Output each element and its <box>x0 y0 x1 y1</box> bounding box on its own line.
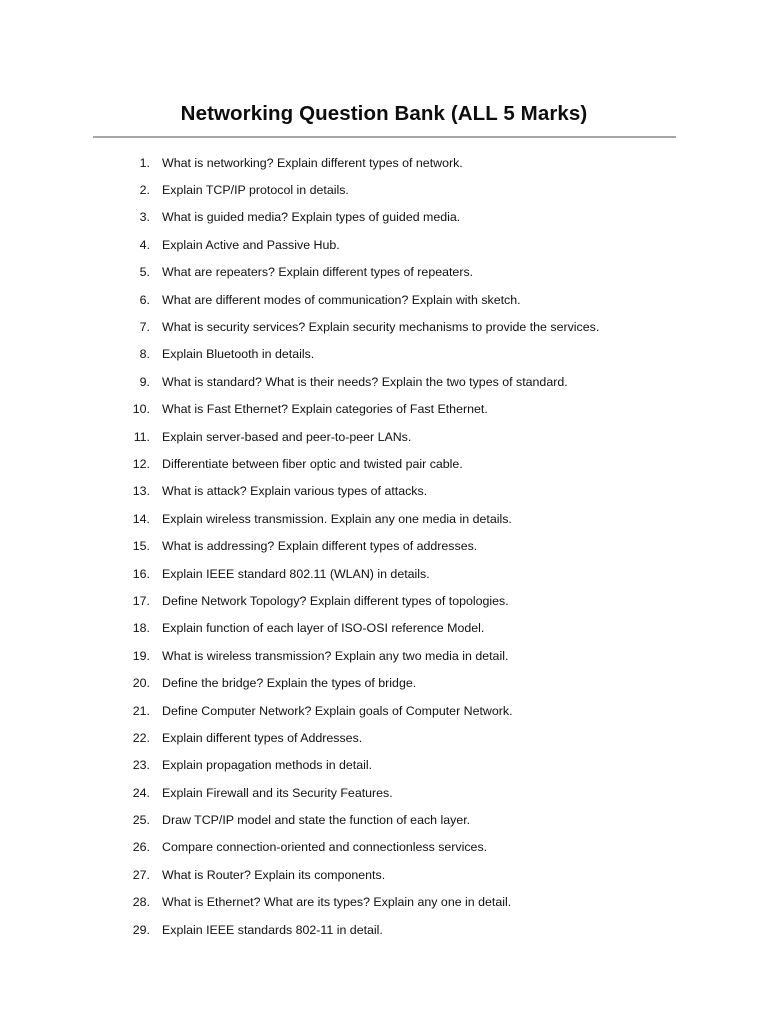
question-number: 10. <box>132 402 150 417</box>
question-text: Differentiate between fiber optic and twisted pair cable. <box>162 456 463 471</box>
question-text: What is guided media? Explain types of guided media. <box>162 210 461 225</box>
question-number: 13. <box>132 484 150 499</box>
question-item <box>120 396 680 423</box>
question-text: Explain TCP/IP protocol in details. <box>162 183 349 198</box>
question-text: Explain different types of Addresses. <box>162 730 363 745</box>
question-number: 19. <box>132 648 150 663</box>
question-number: 18. <box>132 621 150 636</box>
question-item <box>120 450 680 477</box>
question-number: 23. <box>132 758 150 773</box>
question-number: 15. <box>132 539 150 554</box>
question-text: Explain IEEE standards 802-11 in detail. <box>162 922 383 937</box>
question-number: 6. <box>139 292 150 307</box>
question-item <box>120 505 680 532</box>
question-item <box>120 642 680 669</box>
question-text: Define Network Topology? Explain different types of topologies. <box>162 593 509 608</box>
question-item <box>120 697 680 724</box>
question-item <box>120 313 680 340</box>
question-text: What are different modes of communication? Explain with sketch. <box>162 292 521 307</box>
question-text: Explain propagation methods in detail. <box>162 758 373 773</box>
question-item <box>120 286 680 313</box>
question-item <box>120 889 680 916</box>
question-item <box>120 669 680 696</box>
question-item <box>120 532 680 559</box>
question-number: 24. <box>132 785 150 800</box>
question-text: Define the bridge? Explain the types of bridge. <box>162 676 417 691</box>
question-item <box>120 724 680 751</box>
question-number: 14. <box>132 511 150 526</box>
question-text: Explain Firewall and its Security Features. <box>162 785 393 800</box>
question-item <box>120 615 680 642</box>
question-text: Draw TCP/IP model and state the function of each layer. <box>162 813 471 828</box>
question-number: 17. <box>132 593 150 608</box>
question-text: What is networking? Explain different types of network. <box>162 155 463 170</box>
question-item <box>120 861 680 888</box>
question-item <box>120 916 680 943</box>
question-number: 12. <box>132 456 150 471</box>
question-number: 11. <box>133 429 150 444</box>
question-text: What are repeaters? Explain different types of repeaters. <box>162 265 474 280</box>
document-title: Networking Question Bank (ALL 5 Marks) <box>180 101 588 125</box>
question-item <box>120 779 680 806</box>
question-item <box>120 834 680 861</box>
question-text: What is security services? Explain security mechanisms to provide the services. <box>162 320 600 335</box>
question-text: Compare connection-oriented and connectionless services. <box>162 840 488 855</box>
question-number: 20. <box>132 676 150 691</box>
question-item <box>120 423 680 450</box>
question-number: 25. <box>132 813 150 828</box>
question-item <box>120 231 680 258</box>
question-item <box>120 204 680 231</box>
question-number: 26. <box>132 840 150 855</box>
question-item <box>120 368 680 395</box>
question-number: 29. <box>132 922 150 937</box>
question-item <box>120 176 680 203</box>
question-text: What is standard? What is their needs? Explain the two types of standard. <box>162 374 568 389</box>
question-text: What is addressing? Explain different types of addresses. <box>162 539 478 554</box>
question-number: 27. <box>132 867 150 882</box>
question-number: 8. <box>139 347 150 362</box>
question-item <box>120 478 680 505</box>
question-number: 5. <box>139 265 150 280</box>
question-text: Define Computer Network? Explain goals of Computer Network. <box>162 703 513 718</box>
question-item <box>120 752 680 779</box>
question-text: Explain wireless transmission. Explain any one media in details. <box>162 511 512 526</box>
question-text: What is attack? Explain various types of attacks. <box>162 484 428 499</box>
question-text: Explain function of each layer of ISO-OSI reference Model. <box>162 621 485 636</box>
question-text: Explain IEEE standard 802.11 (WLAN) in details. <box>162 566 430 581</box>
question-number: 4. <box>139 237 150 252</box>
question-number: 1. <box>139 155 150 170</box>
question-number: 2. <box>139 183 150 198</box>
question-number: 3. <box>139 210 150 225</box>
question-text: What is wireless transmission? Explain any two media in detail. <box>162 648 509 663</box>
question-text: Explain Active and Passive Hub. <box>162 237 340 252</box>
question-number: 16. <box>132 566 150 581</box>
question-item <box>120 560 680 587</box>
title-divider <box>93 136 676 138</box>
question-item <box>120 341 680 368</box>
question-number: 7. <box>139 320 150 335</box>
question-text: What is Ethernet? What are its types? Explain any one in detail. <box>162 895 512 910</box>
question-text: Explain Bluetooth in details. <box>162 347 315 362</box>
question-item <box>120 587 680 614</box>
question-text: What is Fast Ethernet? Explain categories of Fast Ethernet. <box>162 402 488 417</box>
question-text: What is Router? Explain its components. <box>162 867 386 882</box>
question-item <box>120 259 680 286</box>
question-number: 21. <box>132 703 150 718</box>
question-item <box>120 806 680 833</box>
question-number: 9. <box>139 374 150 389</box>
question-text: Explain server-based and peer-to-peer LANs. <box>162 429 412 444</box>
question-list <box>120 149 680 943</box>
question-number: 28. <box>132 895 150 910</box>
question-number: 22. <box>132 730 150 745</box>
question-item <box>120 149 680 176</box>
